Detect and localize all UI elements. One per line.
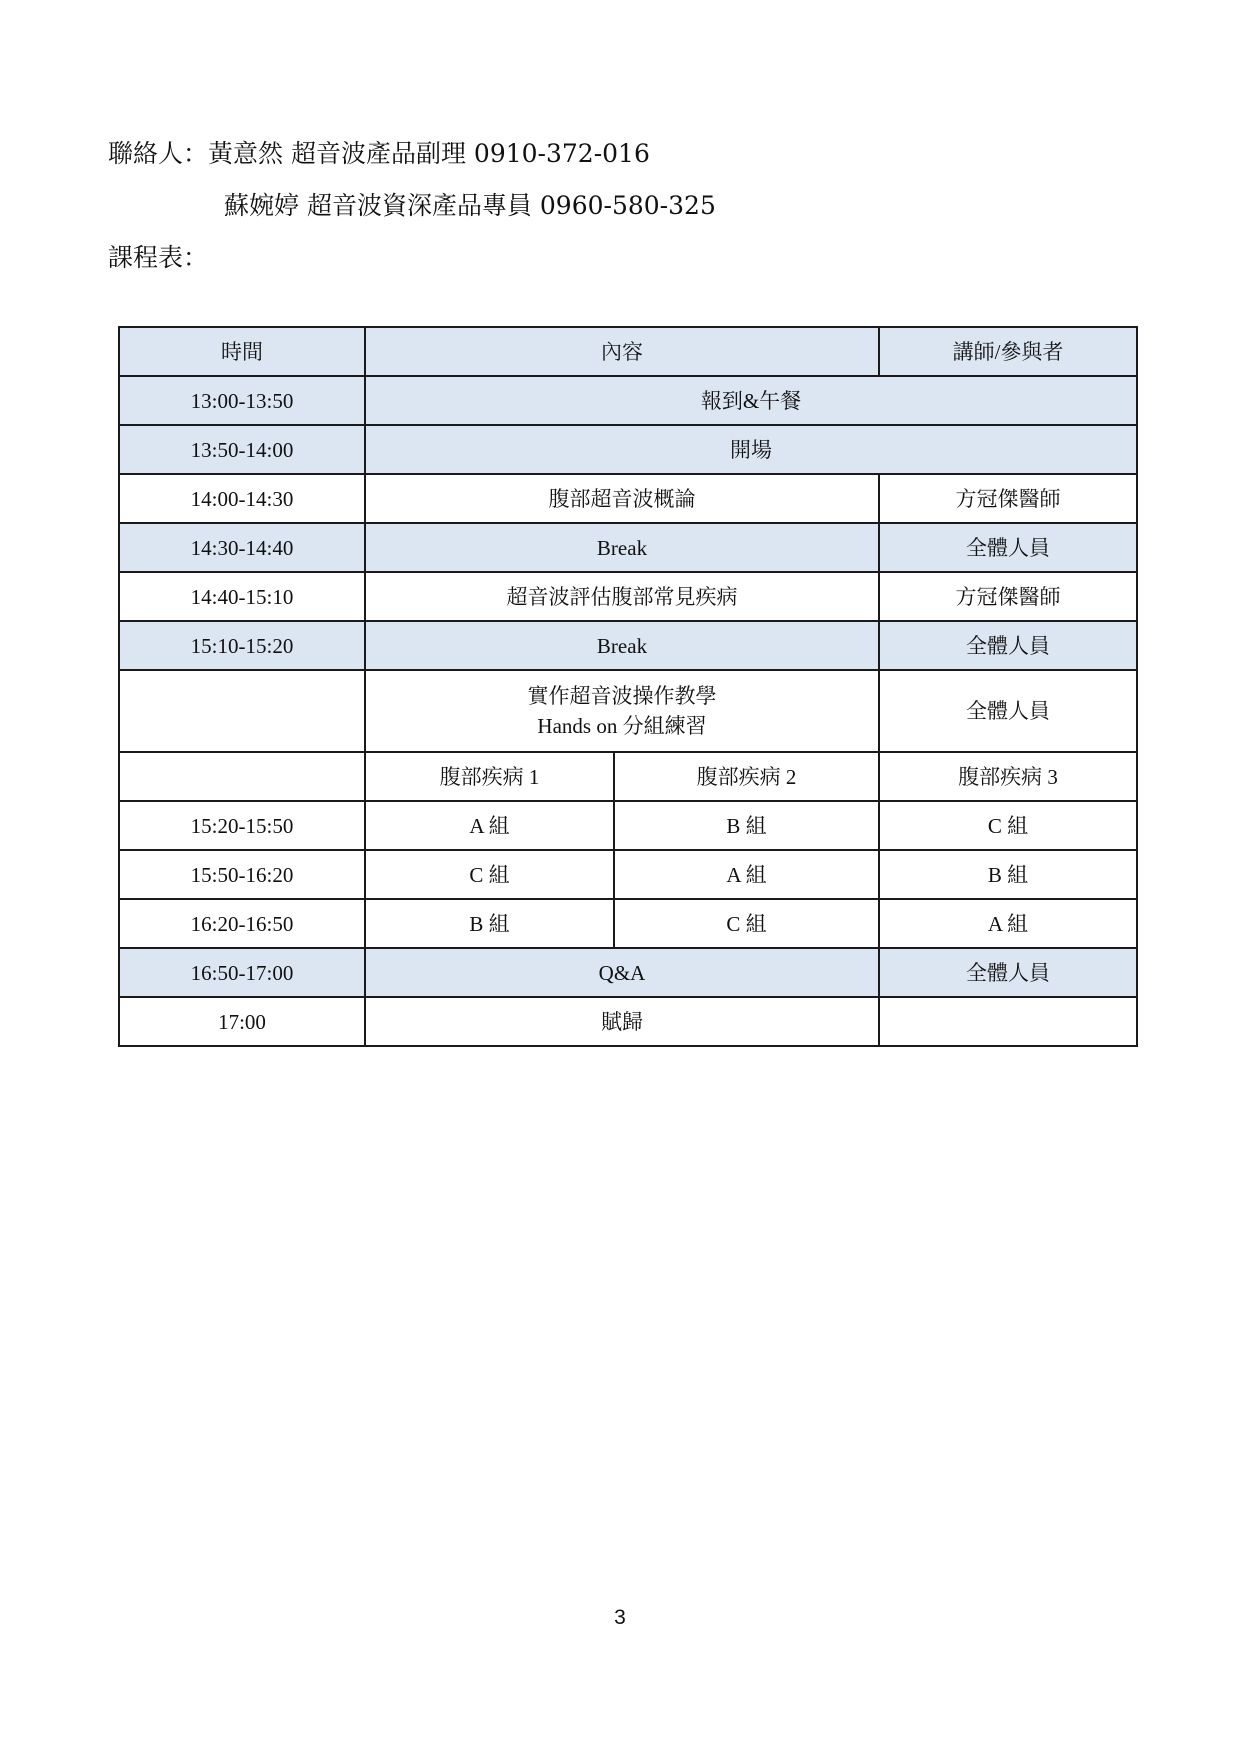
row-group-1: C 組 xyxy=(365,850,614,899)
row-speaker xyxy=(879,997,1137,1046)
row-station-2: 腹部疾病 2 xyxy=(614,752,879,801)
table-row xyxy=(119,670,1137,752)
schedule-table xyxy=(118,326,1138,1047)
row-content: Break xyxy=(365,523,879,572)
row-group-2: C 組 xyxy=(614,899,879,948)
table-row xyxy=(119,899,1137,948)
row-content-line-2: Hands on 分組練習 xyxy=(537,714,707,738)
row-group-3: A 組 xyxy=(879,899,1137,948)
row-time xyxy=(119,670,365,752)
row-time: 14:30-14:40 xyxy=(119,523,365,572)
schedule-title: 課程表： xyxy=(108,243,209,272)
row-station-3: 腹部疾病 3 xyxy=(879,752,1137,801)
row-content: 賦歸 xyxy=(365,997,879,1046)
row-time: 14:40-15:10 xyxy=(119,572,365,621)
row-time: 13:00-13:50 xyxy=(119,376,365,425)
table-row xyxy=(119,752,1137,801)
page-number: 3 xyxy=(614,1606,626,1629)
row-speaker: 全體人員 xyxy=(879,948,1137,997)
row-group-3: B 組 xyxy=(879,850,1137,899)
row-content: 超音波評估腹部常見疾病 xyxy=(365,572,879,621)
contact-person-2: 蘇婉婷 超音波資深產品專員 0960-580-325 xyxy=(224,191,716,220)
row-content: 開場 xyxy=(365,425,1137,474)
table-row xyxy=(119,474,1137,523)
row-speaker: 全體人員 xyxy=(879,523,1137,572)
contact-person-1: 黃意然 超音波產品副理 0910-372-016 xyxy=(208,139,650,168)
header-content: 內容 xyxy=(365,327,879,376)
table-row xyxy=(119,997,1137,1046)
contact-line-2 xyxy=(108,180,716,232)
table-row xyxy=(119,948,1137,997)
row-content-line-1: 實作超音波操作教學 xyxy=(527,684,717,708)
table-header-row xyxy=(119,327,1137,376)
row-speaker: 方冠傑醫師 xyxy=(879,474,1137,523)
table-row xyxy=(119,621,1137,670)
row-group-2: B 組 xyxy=(614,801,879,850)
header-time: 時間 xyxy=(119,327,365,376)
row-time xyxy=(119,752,365,801)
row-group-1: A 組 xyxy=(365,801,614,850)
row-speaker: 全體人員 xyxy=(879,621,1137,670)
table-row xyxy=(119,850,1137,899)
row-time: 15:20-15:50 xyxy=(119,801,365,850)
row-time: 13:50-14:00 xyxy=(119,425,365,474)
row-group-2: A 組 xyxy=(614,850,879,899)
row-content: 腹部超音波概論 xyxy=(365,474,879,523)
row-time: 17:00 xyxy=(119,997,365,1046)
row-content xyxy=(365,670,879,752)
table-row xyxy=(119,801,1137,850)
table-row xyxy=(119,523,1137,572)
row-content: Break xyxy=(365,621,879,670)
row-time: 14:00-14:30 xyxy=(119,474,365,523)
table-row xyxy=(119,376,1137,425)
row-station-1: 腹部疾病 1 xyxy=(365,752,614,801)
contact-line-1 xyxy=(108,128,716,180)
row-time: 16:20-16:50 xyxy=(119,899,365,948)
table-row xyxy=(119,425,1137,474)
table-row xyxy=(119,572,1137,621)
row-speaker: 方冠傑醫師 xyxy=(879,572,1137,621)
header-speaker: 講師/參與者 xyxy=(879,327,1137,376)
row-group-3: C 組 xyxy=(879,801,1137,850)
contact-block xyxy=(108,128,716,232)
row-content: 報到&午餐 xyxy=(365,376,1137,425)
row-time: 15:50-16:20 xyxy=(119,850,365,899)
row-group-1: B 組 xyxy=(365,899,614,948)
row-time: 15:10-15:20 xyxy=(119,621,365,670)
row-speaker: 全體人員 xyxy=(879,670,1137,752)
row-content: Q&A xyxy=(365,948,879,997)
contact-label: 聯絡人： xyxy=(108,139,209,168)
row-time: 16:50-17:00 xyxy=(119,948,365,997)
